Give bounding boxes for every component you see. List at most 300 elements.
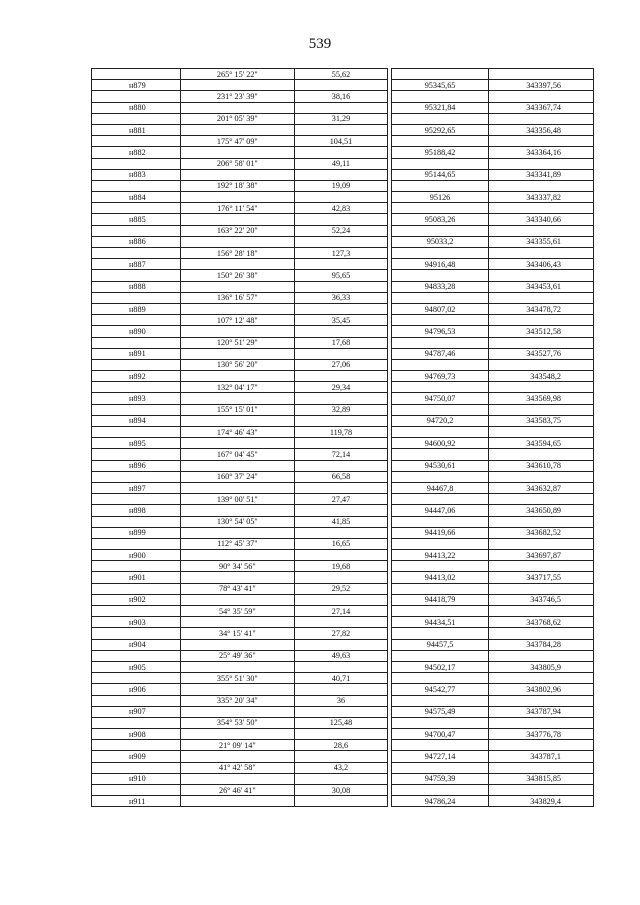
x-coordinate-cell: 94759,39 — [391, 773, 489, 784]
point-label-cell: н880 — [92, 102, 181, 113]
point-row — [92, 393, 594, 404]
x-coordinate-cell: 94413,02 — [391, 572, 489, 583]
distance-cell — [295, 572, 388, 583]
distance-cell — [295, 550, 388, 561]
distance-cell — [295, 617, 388, 628]
distance-cell: 36,33 — [295, 292, 388, 303]
x-coordinate-cell — [391, 69, 489, 80]
y-coordinate-cell — [489, 270, 594, 281]
x-coordinate-cell: 95083,26 — [391, 214, 489, 225]
direction-angle-cell: 90° 34' 56" — [180, 561, 295, 572]
segment-row — [92, 136, 594, 147]
x-coordinate-cell: 95126 — [391, 192, 489, 203]
point-row — [92, 214, 594, 225]
distance-cell: 29,52 — [295, 583, 388, 594]
x-coordinate-cell — [391, 471, 489, 482]
point-row — [92, 169, 594, 180]
y-coordinate-cell — [489, 69, 594, 80]
distance-cell: 19,68 — [295, 561, 388, 572]
distance-cell — [295, 796, 388, 807]
point-row — [92, 505, 594, 516]
x-coordinate-cell: 94575,49 — [391, 706, 489, 717]
point-row — [92, 594, 594, 605]
x-coordinate-cell: 94413,22 — [391, 550, 489, 561]
segment-row — [92, 315, 594, 326]
y-coordinate-cell — [489, 695, 594, 706]
point-row — [92, 773, 594, 784]
distance-cell: 119,78 — [295, 427, 388, 438]
point-label-cell — [92, 404, 181, 415]
direction-angle-cell: 163° 22' 20" — [180, 225, 295, 236]
distance-cell — [295, 102, 388, 113]
point-label-cell: н909 — [92, 751, 181, 762]
point-row — [92, 281, 594, 292]
point-label-cell — [92, 583, 181, 594]
point-label-cell: н910 — [92, 773, 181, 784]
y-coordinate-cell — [489, 382, 594, 393]
direction-angle-cell: 132° 04' 17" — [180, 382, 295, 393]
y-coordinate-cell: 343776,78 — [489, 729, 594, 740]
point-label-cell: н881 — [92, 124, 181, 135]
segment-row — [92, 248, 594, 259]
y-coordinate-cell — [489, 136, 594, 147]
segment-row — [92, 404, 594, 415]
x-coordinate-cell — [391, 538, 489, 549]
distance-cell — [295, 594, 388, 605]
x-coordinate-cell — [391, 628, 489, 639]
y-coordinate-cell — [489, 203, 594, 214]
y-coordinate-cell: 343594,65 — [489, 438, 594, 449]
x-coordinate-cell — [391, 695, 489, 706]
x-coordinate-cell — [391, 203, 489, 214]
distance-cell: 52,24 — [295, 225, 388, 236]
x-coordinate-cell — [391, 650, 489, 661]
direction-angle-cell — [180, 102, 295, 113]
x-coordinate-cell — [391, 91, 489, 102]
distance-cell: 35,45 — [295, 315, 388, 326]
segment-row — [92, 382, 594, 393]
direction-angle-cell: 130° 56' 20" — [180, 359, 295, 370]
x-coordinate-cell: 94542,77 — [391, 684, 489, 695]
direction-angle-cell: 192° 18' 38" — [180, 180, 295, 191]
point-label-cell: н884 — [92, 192, 181, 203]
point-label-cell — [92, 225, 181, 236]
direction-angle-cell — [180, 773, 295, 784]
point-row — [92, 415, 594, 426]
x-coordinate-cell — [391, 248, 489, 259]
y-coordinate-cell: 343746,5 — [489, 594, 594, 605]
segment-row — [92, 203, 594, 214]
point-label-cell: н892 — [92, 371, 181, 382]
segment-row — [92, 180, 594, 191]
y-coordinate-cell: 343356,48 — [489, 124, 594, 135]
direction-angle-cell: 26° 46' 41" — [180, 785, 295, 796]
y-coordinate-cell — [489, 606, 594, 617]
direction-angle-cell: 120° 51' 29" — [180, 337, 295, 348]
distance-cell — [295, 326, 388, 337]
point-label-cell: н893 — [92, 393, 181, 404]
distance-cell: 27,06 — [295, 359, 388, 370]
point-row — [92, 303, 594, 314]
distance-cell — [295, 303, 388, 314]
direction-angle-cell: 335° 20' 34" — [180, 695, 295, 706]
distance-cell: 125,48 — [295, 717, 388, 728]
point-label-cell: н908 — [92, 729, 181, 740]
y-coordinate-cell — [489, 315, 594, 326]
distance-cell: 55,62 — [295, 69, 388, 80]
y-coordinate-cell: 343784,28 — [489, 639, 594, 650]
x-coordinate-cell — [391, 516, 489, 527]
direction-angle-cell — [180, 550, 295, 561]
distance-cell — [295, 661, 388, 672]
point-row — [92, 617, 594, 628]
distance-cell: 30,08 — [295, 785, 388, 796]
y-coordinate-cell — [489, 449, 594, 460]
distance-cell: 36 — [295, 695, 388, 706]
y-coordinate-cell: 343364,16 — [489, 147, 594, 158]
distance-cell: 29,34 — [295, 382, 388, 393]
segment-row — [92, 717, 594, 728]
distance-cell — [295, 438, 388, 449]
segment-row — [92, 628, 594, 639]
y-coordinate-cell: 343340,66 — [489, 214, 594, 225]
x-coordinate-cell — [391, 270, 489, 281]
x-coordinate-cell — [391, 382, 489, 393]
segment-row — [92, 762, 594, 773]
segment-row — [92, 449, 594, 460]
y-coordinate-cell: 343512,58 — [489, 326, 594, 337]
direction-angle-cell — [180, 192, 295, 203]
direction-angle-cell — [180, 505, 295, 516]
point-label-cell — [92, 180, 181, 191]
point-label-cell: н897 — [92, 482, 181, 493]
direction-angle-cell: 136° 16' 57" — [180, 292, 295, 303]
point-row — [92, 706, 594, 717]
point-label-cell — [92, 471, 181, 482]
distance-cell: 66,58 — [295, 471, 388, 482]
distance-cell: 17,68 — [295, 337, 388, 348]
point-label-cell — [92, 113, 181, 124]
x-coordinate-cell: 94418,79 — [391, 594, 489, 605]
point-label-cell — [92, 248, 181, 259]
direction-angle-cell — [180, 415, 295, 426]
point-label-cell — [92, 382, 181, 393]
distance-cell — [295, 415, 388, 426]
direction-angle-cell: 175° 47' 09" — [180, 136, 295, 147]
distance-cell — [295, 751, 388, 762]
x-coordinate-cell — [391, 561, 489, 572]
distance-cell — [295, 729, 388, 740]
direction-angle-cell — [180, 147, 295, 158]
y-coordinate-cell: 343548,2 — [489, 371, 594, 382]
point-row — [92, 124, 594, 135]
segment-row — [92, 494, 594, 505]
point-row — [92, 639, 594, 650]
x-coordinate-cell: 94720,2 — [391, 415, 489, 426]
point-row — [92, 661, 594, 672]
x-coordinate-cell — [391, 606, 489, 617]
x-coordinate-cell — [391, 583, 489, 594]
distance-cell: 127,3 — [295, 248, 388, 259]
coordinates-table — [91, 68, 594, 807]
x-coordinate-cell — [391, 158, 489, 169]
direction-angle-cell: 167° 04' 45" — [180, 449, 295, 460]
point-row — [92, 236, 594, 247]
distance-cell — [295, 348, 388, 359]
point-label-cell — [92, 628, 181, 639]
direction-angle-cell — [180, 438, 295, 449]
x-coordinate-cell — [391, 494, 489, 505]
distance-cell — [295, 482, 388, 493]
point-row — [92, 550, 594, 561]
x-coordinate-cell: 94787,46 — [391, 348, 489, 359]
distance-cell: 72,14 — [295, 449, 388, 460]
direction-angle-cell — [180, 326, 295, 337]
distance-cell — [295, 281, 388, 292]
page-number: 539 — [308, 36, 332, 52]
y-coordinate-cell — [489, 427, 594, 438]
point-label-cell: н904 — [92, 639, 181, 650]
y-coordinate-cell — [489, 359, 594, 370]
x-coordinate-cell: 94769,73 — [391, 371, 489, 382]
direction-angle-cell — [180, 796, 295, 807]
x-coordinate-cell: 94807,02 — [391, 303, 489, 314]
point-label-cell — [92, 315, 181, 326]
distance-cell: 42,83 — [295, 203, 388, 214]
direction-angle-cell: 25° 49' 36" — [180, 650, 295, 661]
distance-cell — [295, 192, 388, 203]
distance-cell — [295, 639, 388, 650]
direction-angle-cell — [180, 572, 295, 583]
direction-angle-cell — [180, 236, 295, 247]
point-label-cell — [92, 427, 181, 438]
direction-angle-cell — [180, 80, 295, 91]
point-label-cell — [92, 136, 181, 147]
direction-angle-cell: 174° 46' 43" — [180, 427, 295, 438]
segment-row — [92, 740, 594, 751]
distance-cell — [295, 214, 388, 225]
x-coordinate-cell — [391, 225, 489, 236]
point-label-cell — [92, 449, 181, 460]
direction-angle-cell — [180, 706, 295, 717]
segment-row — [92, 270, 594, 281]
direction-angle-cell — [180, 303, 295, 314]
x-coordinate-cell: 94750,07 — [391, 393, 489, 404]
direction-angle-cell — [180, 169, 295, 180]
y-coordinate-cell: 343682,52 — [489, 527, 594, 538]
y-coordinate-cell: 343406,43 — [489, 259, 594, 270]
direction-angle-cell: 150° 26' 38" — [180, 270, 295, 281]
segment-row — [92, 561, 594, 572]
y-coordinate-cell — [489, 583, 594, 594]
point-label-cell: н894 — [92, 415, 181, 426]
point-label-cell — [92, 359, 181, 370]
x-coordinate-cell: 94530,61 — [391, 460, 489, 471]
point-label-cell: н891 — [92, 348, 181, 359]
point-label-cell: н898 — [92, 505, 181, 516]
point-row — [92, 482, 594, 493]
y-coordinate-cell: 343768,62 — [489, 617, 594, 628]
y-coordinate-cell — [489, 471, 594, 482]
y-coordinate-cell: 343829,4 — [489, 796, 594, 807]
x-coordinate-cell: 94600,92 — [391, 438, 489, 449]
point-row — [92, 192, 594, 203]
y-coordinate-cell — [489, 225, 594, 236]
direction-angle-cell — [180, 124, 295, 135]
point-label-cell: н896 — [92, 460, 181, 471]
segment-row — [92, 91, 594, 102]
segment-row — [92, 785, 594, 796]
distance-cell: 41,85 — [295, 516, 388, 527]
point-label-cell — [92, 337, 181, 348]
x-coordinate-cell — [391, 404, 489, 415]
direction-angle-cell — [180, 751, 295, 762]
point-label-cell: н906 — [92, 684, 181, 695]
x-coordinate-cell: 94457,5 — [391, 639, 489, 650]
segment-row — [92, 516, 594, 527]
y-coordinate-cell — [489, 91, 594, 102]
point-row — [92, 796, 594, 807]
distance-cell — [295, 80, 388, 91]
y-coordinate-cell: 343341,89 — [489, 169, 594, 180]
distance-cell: 31,29 — [295, 113, 388, 124]
distance-cell: 49,63 — [295, 650, 388, 661]
x-coordinate-cell — [391, 292, 489, 303]
direction-angle-cell: 176° 11' 54" — [180, 203, 295, 214]
y-coordinate-cell — [489, 762, 594, 773]
distance-cell — [295, 147, 388, 158]
y-coordinate-cell: 343527,76 — [489, 348, 594, 359]
y-coordinate-cell: 343815,85 — [489, 773, 594, 784]
distance-cell — [295, 236, 388, 247]
x-coordinate-cell: 95345,65 — [391, 80, 489, 91]
x-coordinate-cell: 94727,14 — [391, 751, 489, 762]
x-coordinate-cell: 95144,65 — [391, 169, 489, 180]
y-coordinate-cell — [489, 292, 594, 303]
distance-cell — [295, 505, 388, 516]
point-label-cell: н890 — [92, 326, 181, 337]
point-label-cell — [92, 673, 181, 684]
point-label-cell: н899 — [92, 527, 181, 538]
direction-angle-cell — [180, 214, 295, 225]
direction-angle-cell: 156° 28' 18" — [180, 248, 295, 259]
y-coordinate-cell: 343787,1 — [489, 751, 594, 762]
y-coordinate-cell — [489, 516, 594, 527]
x-coordinate-cell: 94700,47 — [391, 729, 489, 740]
point-label-cell — [92, 516, 181, 527]
point-label-cell — [92, 91, 181, 102]
y-coordinate-cell — [489, 740, 594, 751]
y-coordinate-cell — [489, 248, 594, 259]
y-coordinate-cell — [489, 785, 594, 796]
point-label-cell — [92, 69, 181, 80]
x-coordinate-cell: 95033,2 — [391, 236, 489, 247]
x-coordinate-cell: 95321,84 — [391, 102, 489, 113]
point-label-cell: н901 — [92, 572, 181, 583]
x-coordinate-cell — [391, 762, 489, 773]
x-coordinate-cell — [391, 785, 489, 796]
point-label-cell: н889 — [92, 303, 181, 314]
segment-row — [92, 427, 594, 438]
point-row — [92, 147, 594, 158]
distance-cell: 49,11 — [295, 158, 388, 169]
point-label-cell — [92, 695, 181, 706]
point-row — [92, 438, 594, 449]
y-coordinate-cell — [489, 113, 594, 124]
y-coordinate-cell — [489, 337, 594, 348]
x-coordinate-cell: 95292,65 — [391, 124, 489, 135]
x-coordinate-cell: 94447,06 — [391, 505, 489, 516]
segment-row — [92, 158, 594, 169]
direction-angle-cell: 355° 51' 30" — [180, 673, 295, 684]
distance-cell — [295, 460, 388, 471]
direction-angle-cell — [180, 460, 295, 471]
point-label-cell: н886 — [92, 236, 181, 247]
x-coordinate-cell — [391, 136, 489, 147]
point-row — [92, 527, 594, 538]
point-label-cell — [92, 561, 181, 572]
distance-cell: 104,51 — [295, 136, 388, 147]
point-label-cell: н879 — [92, 80, 181, 91]
distance-cell: 27,82 — [295, 628, 388, 639]
direction-angle-cell — [180, 393, 295, 404]
distance-cell: 27,47 — [295, 494, 388, 505]
y-coordinate-cell: 343632,87 — [489, 482, 594, 493]
segment-row — [92, 292, 594, 303]
y-coordinate-cell — [489, 538, 594, 549]
direction-angle-cell — [180, 482, 295, 493]
point-row — [92, 460, 594, 471]
direction-angle-cell: 54° 35' 59" — [180, 606, 295, 617]
segment-row — [92, 606, 594, 617]
point-row — [92, 80, 594, 91]
distance-cell: 19,09 — [295, 180, 388, 191]
direction-angle-cell — [180, 684, 295, 695]
y-coordinate-cell: 343397,56 — [489, 80, 594, 91]
y-coordinate-cell — [489, 650, 594, 661]
direction-angle-cell — [180, 371, 295, 382]
x-coordinate-cell: 94502,17 — [391, 661, 489, 672]
y-coordinate-cell — [489, 180, 594, 191]
point-label-cell — [92, 650, 181, 661]
point-label-cell: н895 — [92, 438, 181, 449]
distance-cell — [295, 527, 388, 538]
point-label-cell — [92, 740, 181, 751]
y-coordinate-cell: 343478,72 — [489, 303, 594, 314]
point-label-cell — [92, 158, 181, 169]
direction-angle-cell — [180, 639, 295, 650]
direction-angle-cell: 78° 43' 41" — [180, 583, 295, 594]
point-row — [92, 259, 594, 270]
direction-angle-cell: 201° 05' 39" — [180, 113, 295, 124]
point-label-cell — [92, 292, 181, 303]
distance-cell — [295, 706, 388, 717]
x-coordinate-cell: 94419,66 — [391, 527, 489, 538]
y-coordinate-cell — [489, 673, 594, 684]
direction-angle-cell: 130° 54' 05" — [180, 516, 295, 527]
x-coordinate-cell: 94796,53 — [391, 326, 489, 337]
segment-row — [92, 650, 594, 661]
direction-angle-cell: 206° 58' 01" — [180, 158, 295, 169]
distance-cell — [295, 773, 388, 784]
point-label-cell: н902 — [92, 594, 181, 605]
y-coordinate-cell — [489, 628, 594, 639]
point-label-cell — [92, 717, 181, 728]
y-coordinate-cell: 343805,9 — [489, 661, 594, 672]
y-coordinate-cell — [489, 717, 594, 728]
distance-cell — [295, 684, 388, 695]
direction-angle-cell — [180, 259, 295, 270]
